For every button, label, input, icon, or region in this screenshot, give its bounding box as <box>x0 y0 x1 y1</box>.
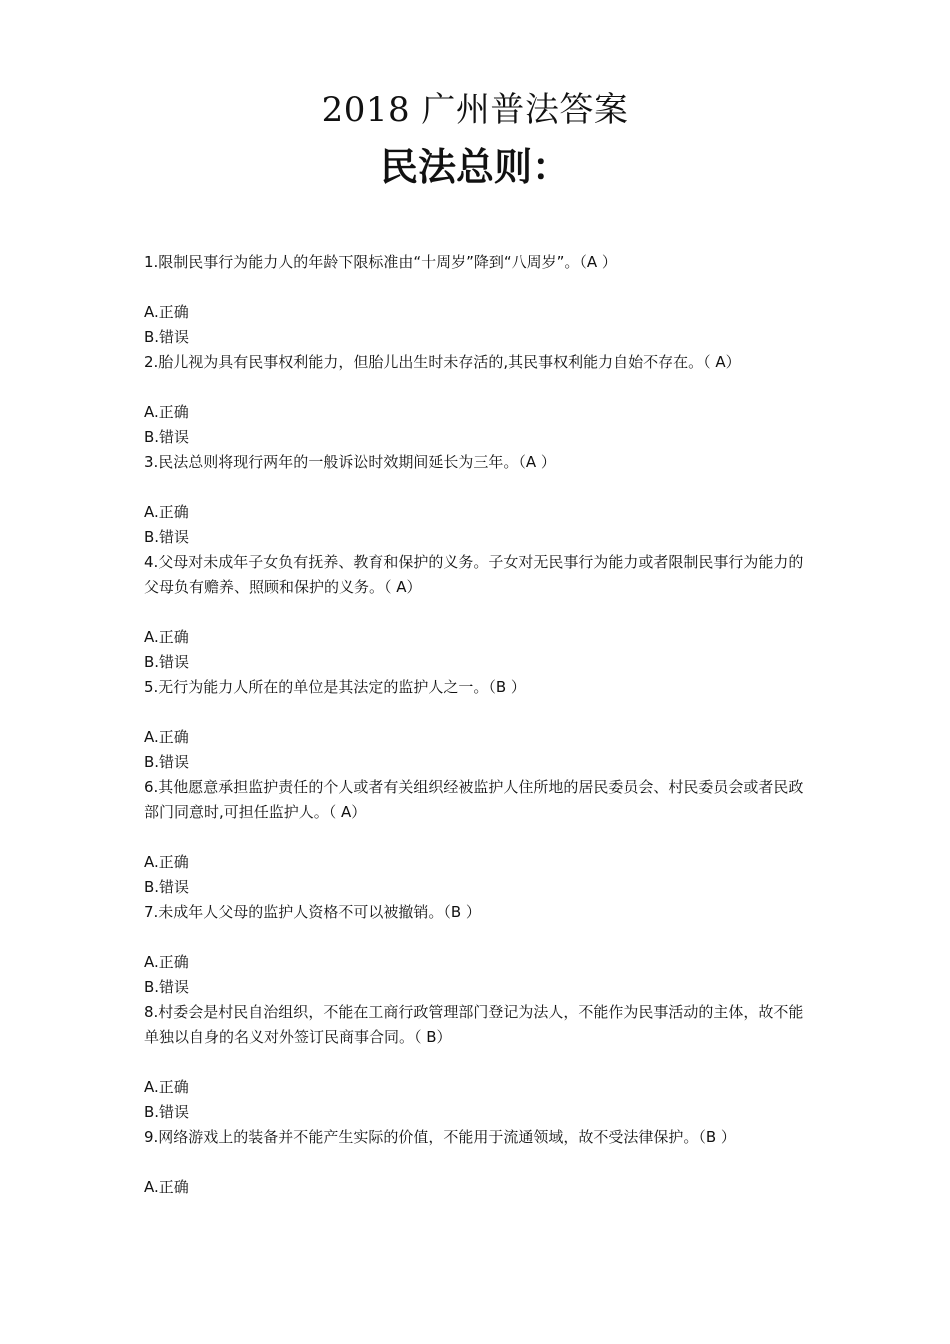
option-a: A.正确 <box>144 403 189 421</box>
question-text: 1.限制民事行为能力人的年龄下限标准由“十周岁”降到“八周岁”。（A ） <box>144 253 617 271</box>
blank-line <box>144 375 816 400</box>
question-text: 4.父母对未成年子女负有抚养、教育和保护的义务。子女对无民事行为能力或者限制民事行为能力的父母负有赡养、照顾和保护的义务。（ A） <box>144 553 804 596</box>
document-title: 2018 广州普法答案 <box>321 90 629 130</box>
option-a: A.正确 <box>144 728 189 746</box>
blank-line <box>144 925 816 950</box>
question-8 <box>144 1000 816 1125</box>
option-a: A.正确 <box>144 303 189 321</box>
option-a: A.正确 <box>144 953 189 971</box>
blank-line <box>144 475 816 500</box>
question-text: 2.胎儿视为具有民事权利能力，但胎儿出生时未存活的,其民事权利能力自始不存在。（ A） <box>144 353 741 371</box>
blank-line <box>144 600 816 625</box>
option-b: B.错误 <box>144 1103 190 1121</box>
blank-line <box>144 1150 816 1175</box>
question-6 <box>144 775 816 900</box>
question-text: 7.未成年人父母的监护人资格不可以被撤销。（B ） <box>144 903 481 921</box>
question-text: 3.民法总则将现行两年的一般诉讼时效期间延长为三年。（A ） <box>144 453 556 471</box>
option-b: B.错误 <box>144 528 190 546</box>
option-a: A.正确 <box>144 628 189 646</box>
option-a: A.正确 <box>144 503 189 521</box>
option-a: A.正确 <box>144 853 189 871</box>
blank-line <box>144 1050 816 1075</box>
question-1 <box>144 250 816 350</box>
question-list <box>144 250 816 1200</box>
blank-line <box>144 275 816 300</box>
question-3 <box>144 450 816 550</box>
question-2 <box>144 350 816 450</box>
option-b: B.错误 <box>144 753 190 771</box>
option-b: B.错误 <box>144 878 190 896</box>
question-text: 8.村委会是村民自治组织，不能在工商行政管理部门登记为法人，不能作为民事活动的主体，故不能单独以自身的名义对外签订民商事合同。（ B） <box>144 1003 804 1046</box>
option-b: B.错误 <box>144 653 190 671</box>
question-text: 9.网络游戏上的装备并不能产生实际的价值，不能用于流通领域，故不受法律保护。（B ） <box>144 1128 736 1146</box>
question-9 <box>144 1125 816 1200</box>
question-7 <box>144 900 816 1000</box>
question-text: 5.无行为能力人所在的单位是其法定的监护人之一。（B ） <box>144 678 526 696</box>
blank-line <box>144 825 816 850</box>
option-b: B.错误 <box>144 978 190 996</box>
option-b: B.错误 <box>144 328 190 346</box>
option-a: A.正确 <box>144 1078 189 1096</box>
question-text: 6.其他愿意承担监护责任的个人或者有关组织经被监护人住所地的居民委员会、村民委员会或者民政部门同意时,可担任监护人。（ A） <box>144 778 804 821</box>
section-title: 民法总则： <box>379 144 570 189</box>
blank-line <box>144 700 816 725</box>
question-5 <box>144 675 816 775</box>
option-b: B.错误 <box>144 428 190 446</box>
option-a: A.正确 <box>144 1178 189 1196</box>
question-4 <box>144 550 816 675</box>
